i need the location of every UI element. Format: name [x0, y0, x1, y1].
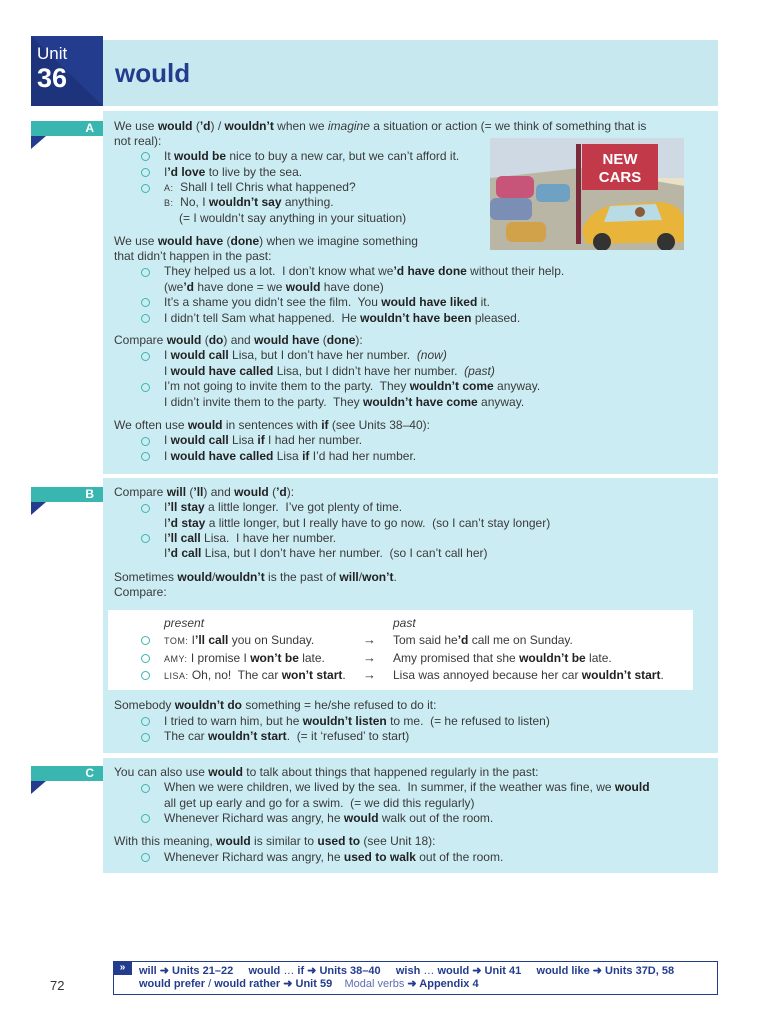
section-b-corner	[31, 502, 46, 515]
arrow-icon: →	[363, 632, 376, 647]
example-line: I’m not going to invite them to the party. They wouldn’t come anyway.	[164, 379, 541, 393]
bullet-icon	[141, 383, 150, 392]
bullet-icon	[141, 437, 150, 446]
bullet-icon	[141, 733, 150, 742]
example-line: I’d love to live by the sea.	[164, 165, 303, 179]
example-line: I didn’t invite them to the party. They wouldn’t have come anyway.	[164, 395, 525, 409]
unit-number: 36	[37, 63, 68, 93]
example-line: When we were children, we lived by the sea. In summer, if the weather was fine, we would	[164, 780, 650, 794]
bullet-icon	[141, 717, 150, 726]
text-line: Sometimes would/wouldn’t is the past of will/won’t.	[114, 570, 397, 584]
example-line: It’s a shame you didn’t see the film. You would have liked it.	[164, 295, 490, 309]
text-line: that didn’t happen in the past:	[114, 249, 272, 263]
example-line: A: Shall I tell Chris what happened?	[164, 180, 356, 194]
text-line: Compare:	[114, 585, 167, 599]
double-chevron-icon: »	[113, 961, 132, 975]
bullet-icon	[141, 168, 150, 177]
example-line: (we’d have done = we would have done)	[164, 280, 384, 294]
bullet-icon	[141, 452, 150, 461]
past-column-heading: past	[393, 616, 416, 630]
section-a-corner	[31, 136, 46, 149]
text-line: Somebody wouldn’t do something = he/she refused to do it:	[114, 698, 437, 712]
example-line: (= I wouldn’t say anything in your situation)	[179, 211, 407, 225]
example-line: Lisa was annoyed because her car wouldn’t start.	[393, 668, 664, 682]
present-column-heading: present	[164, 616, 205, 630]
text-line: Compare would (do) and would have (done):	[114, 333, 363, 347]
section-a-tab: A	[31, 121, 103, 136]
example-line: Tom said he’d call me on Sunday.	[393, 633, 573, 647]
example-line: I would call Lisa if I had her number.	[164, 433, 363, 447]
text-line: We often use would in sentences with if (see Units 38–40):	[114, 418, 430, 432]
arrow-icon: →	[363, 650, 376, 665]
cross-reference-line[interactable]: will ➜ Units 21–22 would … if ➜ Units 38–40 wish … would ➜ Unit 41 would like ➜ Units 37D, 58	[139, 965, 675, 977]
text-line: Compare will (’ll) and would (’d):	[114, 485, 295, 499]
bullet-icon	[141, 671, 150, 680]
page-title: would	[115, 58, 191, 88]
section-c-tab: C	[31, 766, 103, 781]
example-line: The car wouldn’t start. (= it ‘refused’ to start)	[164, 729, 410, 743]
bullet-icon	[141, 636, 150, 645]
bullet-icon	[141, 534, 150, 543]
example-line: B: No, I wouldn’t say anything.	[164, 195, 334, 209]
sign-text-cars: CARS	[598, 169, 642, 186]
example-line: all get up early and go for a swim. (= we did this regularly)	[164, 796, 475, 810]
bullet-icon	[141, 314, 150, 323]
example-line: They helped us a lot. I don’t know what we’d have done without their help.	[164, 264, 565, 278]
title-band	[103, 40, 718, 106]
bullet-icon	[141, 298, 150, 307]
example-line: I didn’t tell Sam what happened. He wouldn’t have been pleased.	[164, 311, 521, 325]
text-line: not real):	[114, 134, 162, 148]
example-line: LISA: Oh, no! The car won’t start.	[164, 668, 346, 682]
example-line: I would have called Lisa if I’d had her number.	[164, 449, 417, 463]
arrow-icon: →	[363, 667, 376, 682]
page-number: 72	[50, 978, 65, 993]
example-line: AMY: I promise I won’t be late.	[164, 651, 325, 665]
bullet-icon	[141, 654, 150, 663]
text-line: We use would have (done) when we imagine something	[114, 234, 418, 248]
sign-text-new: NEW	[602, 151, 638, 168]
unit-label: Unit	[37, 44, 68, 63]
example-line: I’d call Lisa, but I don’t have her number. (so I can’t call her)	[164, 546, 488, 560]
text-line: With this meaning, would is similar to used to (see Unit 18):	[114, 834, 436, 848]
bullet-icon	[141, 184, 150, 193]
example-line: I’ll call Lisa. I have her number.	[164, 531, 337, 545]
example-line: I would call Lisa, but I don’t have her number. (now)	[164, 348, 447, 362]
cross-reference-line[interactable]: would prefer / would rather ➜ Unit 59 Modal verbs ➜ Appendix 4	[139, 978, 479, 990]
bullet-icon	[141, 268, 150, 277]
example-line: I’d stay a little longer, but I really have to go now. (so I can’t stay longer)	[164, 516, 551, 530]
example-line: I’ll stay a little longer. I’ve got plenty of time.	[164, 500, 403, 514]
text-line: You can also use would to talk about things that happened regularly in the past:	[114, 765, 539, 779]
example-line: TOM: I’ll call you on Sunday.	[164, 633, 315, 647]
example-line: Whenever Richard was angry, he used to walk out of the room.	[164, 850, 504, 864]
bullet-icon	[141, 152, 150, 161]
text-line: We use would (’d) / wouldn’t when we imagine a situation or action (= we think of something that is	[114, 119, 647, 133]
example-line: Whenever Richard was angry, he would walk out of the room.	[164, 811, 494, 825]
section-c-corner	[31, 781, 46, 794]
bullet-icon	[141, 814, 150, 823]
example-line: Amy promised that she wouldn’t be late.	[393, 651, 612, 665]
section-b-tab: B	[31, 487, 103, 502]
bullet-icon	[141, 352, 150, 361]
example-line: It would be nice to buy a new car, but we can’t afford it.	[164, 149, 460, 163]
bullet-icon	[141, 504, 150, 513]
example-line: I would have called Lisa, but I didn’t have her number. (past)	[164, 364, 495, 378]
example-line: I tried to warn him, but he wouldn’t listen to me. (= he refused to listen)	[164, 714, 550, 728]
bullet-icon	[141, 784, 150, 793]
new-cars-illustration	[490, 138, 684, 250]
bullet-icon	[141, 853, 150, 862]
